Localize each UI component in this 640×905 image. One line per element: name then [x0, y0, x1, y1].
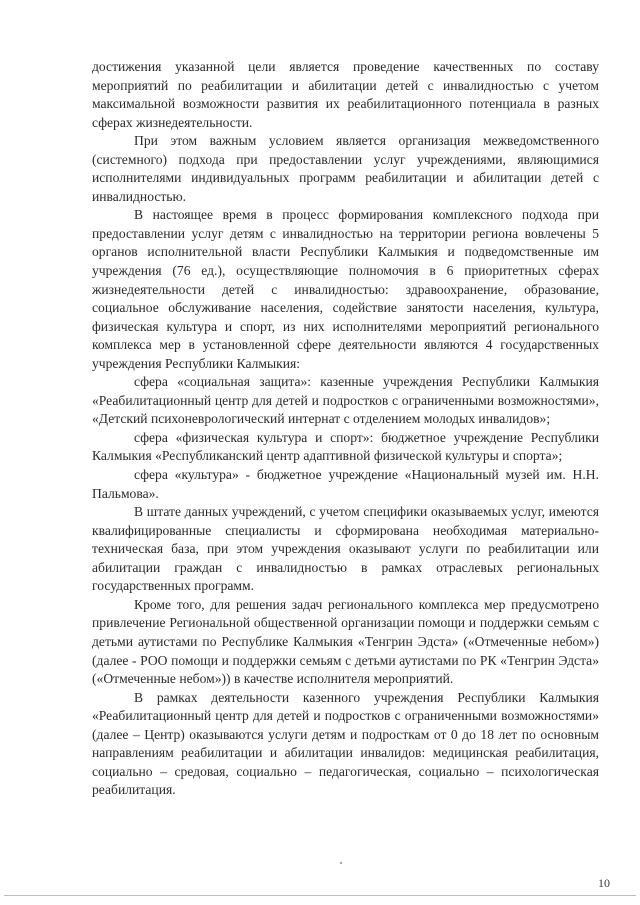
paragraph: сфера «социальная защита»: казенные учреждения Республики Калмыкия «Реабилитационный центр для детей и подростков с ограниченными возможностями», «Детский психоневрологический интернат с отделением молодых инвалидов»;	[92, 374, 599, 427]
body-text	[92, 58, 599, 800]
paragraph: Кроме того, для решения задач регионального комплекса мер предусмотрено привлечение Региональной общественной организации помощи и поддержки семьям с детьми аутистами по Республике Калмыкия «Тенгрин Эдста» («Отмеченные небом») (далее - РОО помощи и поддержки семьям с детьми аутистами по РК «Тенгрин Эдста» («Отмеченные небом»)) в качестве исполнителя мероприятий.	[92, 596, 599, 687]
scan-speck	[340, 862, 342, 864]
paragraph: сфера «физическая культура и спорт»: бюджетное учреждение Республики Калмыкия «Республиканский центр адаптивной физической культуры и спорта»;	[92, 429, 599, 464]
paragraph: сфера «культура» - бюджетное учреждение «Национальный музей им. Н.Н. Пальмова».	[92, 467, 599, 501]
paragraph: В рамках деятельности казенного учреждения Республики Калмыкия «Реабилитационный центр для детей и подростков с ограниченными возможностями» (далее – Центр) оказываются услуги детям и подросткам от 0 до 18 лет по основным направлениям реабилитации и абилитации инвалидов: медицинская реабилитация, социально – средовая, социально – педагогическая, социально – психологическая реабилитация.	[92, 689, 599, 798]
paragraph: В штате данных учреждений, с учетом специфики оказываемых услуг, имеются квалифицированные специалисты и сформирована необходимая материально-техническая база, при этом учреждения оказывают услуги по реабилитации или абилитации граждан с инвалидностью в рамках отраслевых региональных государственных программ.	[92, 504, 599, 594]
paragraph: При этом важным условием является организация межведомственного (системного) подхода при предоставлении услуг учреждениями, являющимися исполнителями индивидуальных программ реабилитации и абилитации детей с инвалидностью.	[92, 133, 599, 204]
page-number: 10	[598, 876, 610, 890]
paragraph: достижения указанной цели является проведение качественных по составу мероприятий по реабилитации и абилитации детей с инвалидностью с учетом максимальной возможности развития их реабилитационного потенциала в разных сферах жизнедеятельности.	[92, 59, 599, 130]
paragraph: В настоящее время в процесс формирования комплексного подхода при предоставлении услуг детям с инвалидностью на территории региона вовлечены 5 органов исполнительной власти Республики Калмыкия и подведомственные им учреждения (76 ед.), осуществляющие полномочия в 6 приоритетных сферах жизнедеятельности детей с инвалидностью: здравоохранение, образование, социальное обслуживание населения, содействие занятости населения, культура, физическая культура и спорт, из них исполнителями мероприятий регионального комплекса мер в установленной сфере деятельности являются 4 государственных учреждения Республики Калмыкия:	[92, 207, 599, 371]
page-edge-line	[4, 895, 636, 896]
